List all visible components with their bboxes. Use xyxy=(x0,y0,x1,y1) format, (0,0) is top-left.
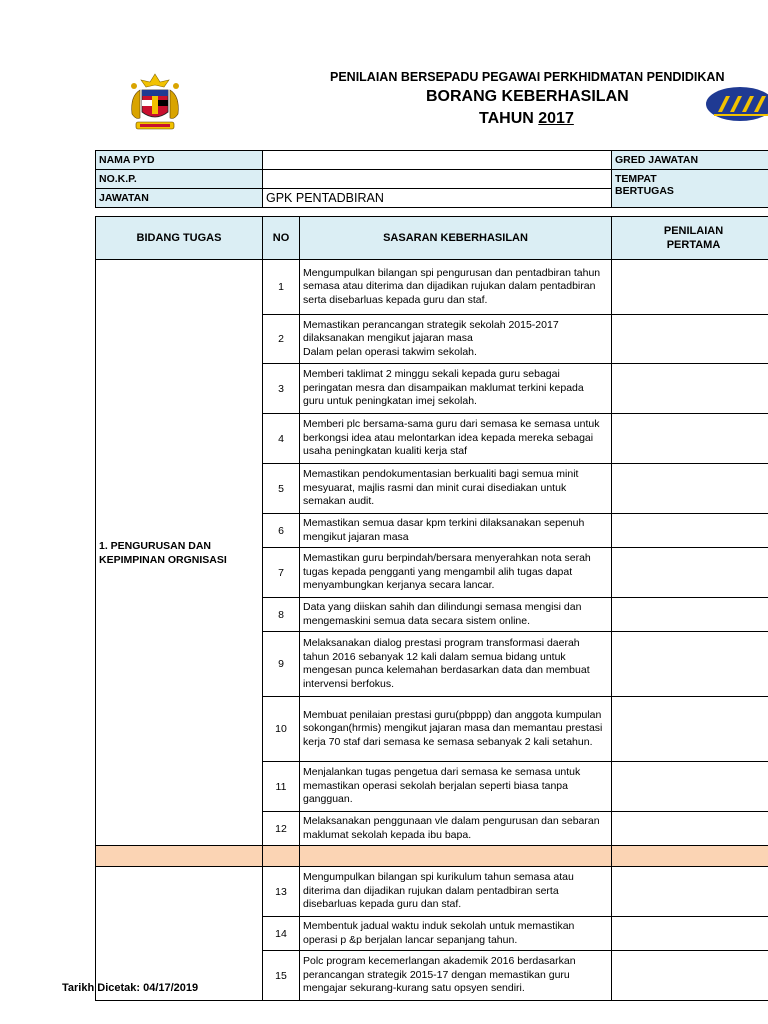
row-number: 7 xyxy=(263,548,300,598)
penilaian-pertama-cell[interactable] xyxy=(612,812,768,846)
kpm-logo-icon xyxy=(704,84,768,124)
bidang-title-line1: 1. PENGURUSAN DAN xyxy=(99,539,212,552)
sasaran-line: mengajar sekurang-kurang satu opsyen sendiri. xyxy=(303,982,525,995)
sasaran-line: Melaksanakan penggunaan vle dalam pengurusan dan sebaran xyxy=(303,815,600,827)
row-number: 12 xyxy=(263,812,300,846)
sasaran-line: gangguan. xyxy=(303,793,353,806)
row-number: 5 xyxy=(263,464,300,514)
sasaran-text xyxy=(300,364,612,414)
row-number: 3 xyxy=(263,364,300,414)
sasaran-text xyxy=(300,762,612,812)
col-no: NO xyxy=(263,217,300,260)
row-number: 4 xyxy=(263,414,300,464)
sasaran-text xyxy=(300,464,612,514)
sasaran-line: Memastikan pendokumentasian berkualiti bagi semua minit xyxy=(303,468,579,481)
sasaran-line: serta disebarluas kepada guru dan staf. xyxy=(303,293,488,306)
sasaran-line: Menjalankan tugas pengetua dari semasa ke semasa untuk xyxy=(303,766,581,779)
sasaran-line: Membentuk jadual waktu induk sekolah untuk memastikan xyxy=(303,920,575,932)
sasaran-line: dilaksanakan mengikut jajaran masa xyxy=(303,332,473,345)
row-number: 14 xyxy=(263,917,300,951)
sasaran-line: Polc program kecemerlangan akademik 2016 berdasarkan xyxy=(303,955,576,968)
sasaran-line: peringatan mesra dan disampaikan maklumat terkini kepada xyxy=(303,381,584,394)
sasaran-text xyxy=(300,315,612,364)
sasaran-line: Dalam pelan operasi takwim sekolah. xyxy=(303,345,477,358)
row-number: 10 xyxy=(263,697,300,762)
sasaran-line: maklumat sekolah kepada ibu bapa. xyxy=(303,828,472,841)
jawatan-label: JAWATAN xyxy=(96,189,263,208)
row-number: 6 xyxy=(263,514,300,548)
sasaran-text xyxy=(300,514,612,548)
sasaran-line: semasa atau diterima dan dijadikan rujukan dalam pentadbiran xyxy=(303,280,596,293)
penilaian-pertama-cell[interactable] xyxy=(612,548,768,598)
col-penilaian-pertama: PENILAIAN PERTAMA xyxy=(612,217,768,260)
sasaran-line: guru untuk peningkatan imej sekolah. xyxy=(303,395,477,408)
sasaran-line: tugas kepada pengganti yang mengambil alih tugas dapat xyxy=(303,565,573,578)
tempat-bertugas-label: TEMPAT BERTUGAS xyxy=(612,170,768,208)
form-title-year: TAHUN 2017 xyxy=(479,110,574,127)
pyd-info-table xyxy=(95,150,768,208)
sasaran-line: Mengumpulkan bilangan spi pengurusan dan pentadbiran tahun xyxy=(303,266,601,279)
form-title-line2: BORANG KEBERHASILAN xyxy=(426,88,629,105)
bidang-tugas-cell xyxy=(96,260,263,846)
sasaran-line: mengesan punca kelemahan berdasarkan data dan membuat xyxy=(303,664,590,676)
sasaran-line: menyambungkan kerjanya secara lancar. xyxy=(303,579,495,592)
sasaran-text xyxy=(300,548,612,598)
bidang-tugas-cell xyxy=(96,867,263,1001)
penilaian-pertama-cell[interactable] xyxy=(612,598,768,632)
sasaran-line: operasi p &p berjalan lancar sepanjang tahun. xyxy=(303,933,518,946)
penilaian-pertama-cell[interactable] xyxy=(612,464,768,514)
penilaian-pertama-cell[interactable] xyxy=(612,697,768,762)
jawatan-value: GPK PENTADBIRAN xyxy=(263,189,612,208)
penilaian-pertama-cell[interactable] xyxy=(612,414,768,464)
sasaran-line: intervensi berfokus. xyxy=(303,677,395,690)
sasaran-line: kerja 70 staf dari semasa ke semasa sebanyak 2 kali setahun. xyxy=(303,735,593,748)
sasaran-line: Melaksanakan dialog prestasi program transformasi daerah xyxy=(303,637,580,649)
form-title-line1: PENILAIAN BERSEPADU PEGAWAI PERKHIDMATAN PENDIDIKAN xyxy=(330,70,725,84)
sasaran-line: mengemaskini semua data secara sistem online. xyxy=(303,614,531,627)
sasaran-keberhasilan-table xyxy=(95,216,768,1001)
penilaian-pertama-cell[interactable] xyxy=(612,364,768,414)
sasaran-line: Memberi plc bersama-sama guru dari semasa ke semasa untuk xyxy=(303,418,600,431)
penilaian-pertama-cell[interactable] xyxy=(612,951,768,1001)
sasaran-text xyxy=(300,598,612,632)
sasaran-line: mengikut jajaran masa xyxy=(303,530,409,543)
col-bidang-tugas: BIDANG TUGAS xyxy=(96,217,263,260)
sasaran-text xyxy=(300,812,612,846)
penilaian-pertama-cell[interactable] xyxy=(612,762,768,812)
sasaran-text xyxy=(300,414,612,464)
col-sasaran: SASARAN KEBERHASILAN xyxy=(300,217,612,260)
sasaran-line: berkongsi idea atau melontarkan idea kepada mereka sebagai xyxy=(303,431,594,444)
jata-negara-crest-icon xyxy=(116,72,194,134)
row-number: 2 xyxy=(263,315,300,364)
sasaran-line: tahun 2016 sebanyak 12 kali dalam semua bidang untuk xyxy=(303,650,566,663)
penilaian-pertama-cell[interactable] xyxy=(612,315,768,364)
row-number: 1 xyxy=(263,260,300,315)
sasaran-line: Membuat penilaian prestasi guru(pbppp) dan anggota kumpulan xyxy=(303,708,602,721)
sasaran-line: diterima dan dijadikan rujukan dalam pentadbiran serta xyxy=(303,884,559,897)
sasaran-text xyxy=(300,697,612,762)
row-number: 8 xyxy=(263,598,300,632)
row-number: 11 xyxy=(263,762,300,812)
penilaian-pertama-cell[interactable] xyxy=(612,260,768,315)
table-row xyxy=(96,867,768,917)
nama-pyd-field[interactable] xyxy=(263,151,612,170)
nokp-label: NO.K.P. xyxy=(96,170,263,189)
sasaran-line: Memastikan guru berpindah/bersara menyerahkan nota serah xyxy=(303,552,591,565)
sasaran-text xyxy=(300,632,612,697)
sasaran-line: sokongan(hrmis) mengikut jajaran masa dan memantau prestasi xyxy=(303,722,603,735)
table-row xyxy=(96,260,768,315)
nokp-field[interactable] xyxy=(263,170,612,189)
gred-jawatan-label: GRED JAWATAN xyxy=(612,151,768,170)
sasaran-line: mesyuarat, majlis rasmi dan minit curai disediakan untuk xyxy=(303,481,567,494)
sasaran-line: perancangan strategik 2015-17 dengan memastikan guru xyxy=(303,968,570,981)
print-date: Tarikh Dicetak: 04/17/2019 xyxy=(62,982,199,994)
penilaian-pertama-cell[interactable] xyxy=(612,632,768,697)
sasaran-text xyxy=(300,951,612,1001)
sasaran-line: Data yang diiskan sahih dan dilindungi semasa mengisi dan xyxy=(303,601,582,613)
bidang-title-line2: KEPIMPINAN ORGNISASI xyxy=(99,553,227,566)
section-separator-row xyxy=(96,846,768,867)
row-number: 15 xyxy=(263,951,300,1001)
sasaran-line: disebarluas kepada guru dan staf. xyxy=(303,898,462,911)
sasaran-text xyxy=(300,260,612,315)
sasaran-line: semakan audit. xyxy=(303,495,375,508)
penilaian-pertama-cell[interactable] xyxy=(612,917,768,951)
sasaran-line: Memastikan perancangan strategik sekolah 2015-2017 xyxy=(303,318,559,331)
sasaran-line: Memberi taklimat 2 minggu sekali kepada guru sebagai xyxy=(303,368,560,381)
nama-pyd-label: NAMA PYD xyxy=(96,151,263,170)
sasaran-text xyxy=(300,867,612,917)
row-number: 13 xyxy=(263,867,300,917)
sasaran-line: Mengumpulkan bilangan spi kurikulum tahun semasa atau xyxy=(303,871,574,884)
sasaran-line: usaha peningkatan kualiti kerja staf xyxy=(303,445,468,458)
sasaran-line: memastikan operasi sekolah berjalan seperti biasa tanpa xyxy=(303,779,568,792)
sasaran-text xyxy=(300,917,612,951)
penilaian-pertama-cell[interactable] xyxy=(612,514,768,548)
penilaian-pertama-cell[interactable] xyxy=(612,867,768,917)
row-number: 9 xyxy=(263,632,300,697)
sasaran-line: Memastikan semua dasar kpm terkini dilaksanakan sepenuh xyxy=(303,517,585,529)
